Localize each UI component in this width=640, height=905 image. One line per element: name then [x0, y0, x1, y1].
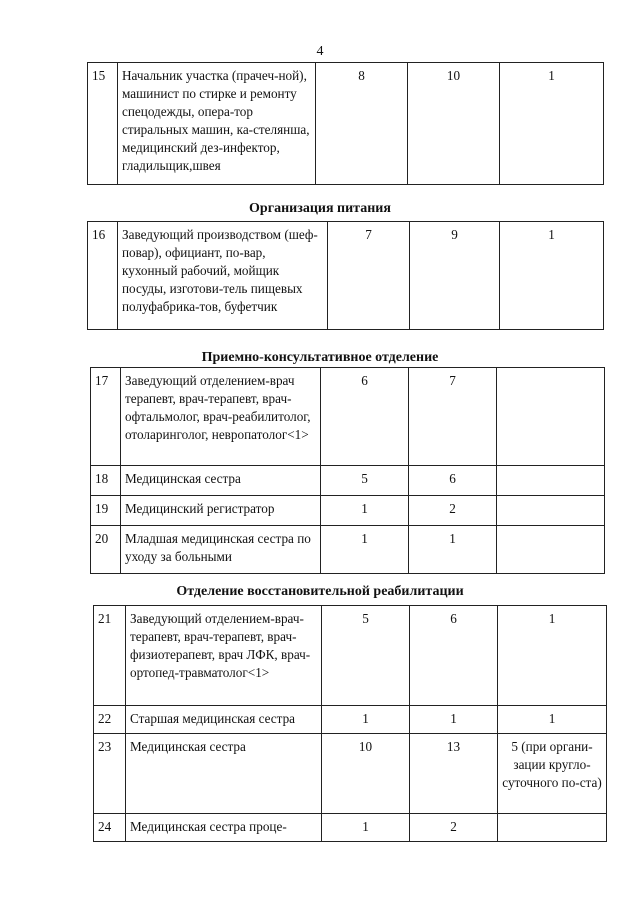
value-col-3: 5 (при органи-зации кругло-суточного по-ста)	[498, 734, 607, 814]
value-col-2: 10	[408, 63, 500, 185]
table-row	[88, 63, 604, 185]
staff-table-laundry	[87, 62, 604, 185]
staff-table-catering	[87, 221, 604, 330]
value-col-1: 7	[328, 222, 410, 330]
position-name: Медицинская сестра	[121, 466, 321, 496]
value-col-1: 8	[316, 63, 408, 185]
section-heading-reception: Приемно-консультативное отделение	[201, 350, 439, 365]
value-col-2: 1	[409, 526, 497, 574]
position-name: Старшая медицинская сестра	[126, 706, 322, 734]
row-number: 23	[94, 734, 126, 814]
section-heading-catering: Организация питания	[249, 201, 391, 216]
position-name: Младшая медицинская сестра по уходу за больными	[121, 526, 321, 574]
value-col-2: 1	[410, 706, 498, 734]
row-number: 22	[94, 706, 126, 734]
value-col-3: 1	[498, 606, 607, 706]
staff-table-reception	[90, 367, 605, 574]
value-col-3	[497, 496, 605, 526]
position-name: Начальник участка (прачеч-ной), машинист по стирке и ремонту спецодежды, опера-тор стиральных машин, ка-стелянша, медицинский дез-инфектор, гладильщик,швея	[118, 63, 316, 185]
value-col-1: 1	[321, 496, 409, 526]
staff-table-rehabilitation	[93, 605, 607, 842]
row-number: 21	[94, 606, 126, 706]
position-name: Заведующий отделением-врач терапевт, врач-терапевт, врач-офтальмолог, врач-реабилитолог, отоларинголог, невропатолог<1>	[121, 368, 321, 466]
value-col-2: 9	[410, 222, 500, 330]
row-number: 18	[91, 466, 121, 496]
position-name: Медицинский регистратор	[121, 496, 321, 526]
row-number: 17	[91, 368, 121, 466]
value-col-1: 1	[322, 814, 410, 842]
value-col-2: 2	[409, 496, 497, 526]
row-number: 20	[91, 526, 121, 574]
row-number: 19	[91, 496, 121, 526]
value-col-1: 10	[322, 734, 410, 814]
position-name: Заведующий производством (шеф-повар), официант, по-вар, кухонный рабочий, мойщик посуды, изготови-тель пищевых полуфабрика-тов, буфетчик	[118, 222, 328, 330]
value-col-3	[497, 368, 605, 466]
value-col-1: 6	[321, 368, 409, 466]
value-col-3	[497, 526, 605, 574]
row-number: 16	[88, 222, 118, 330]
value-col-1: 5	[322, 606, 410, 706]
value-col-1: 1	[321, 526, 409, 574]
value-col-2: 6	[410, 606, 498, 706]
table-row	[91, 526, 605, 574]
table-row	[94, 606, 607, 706]
page-number: 4	[316, 44, 324, 59]
value-col-1: 1	[322, 706, 410, 734]
value-col-2: 6	[409, 466, 497, 496]
value-col-3: 1	[500, 222, 604, 330]
table-row	[91, 496, 605, 526]
value-col-3	[497, 466, 605, 496]
table-row	[91, 368, 605, 466]
value-col-1: 5	[321, 466, 409, 496]
row-number: 15	[88, 63, 118, 185]
section-heading-rehabilitation: Отделение восстановительной реабилитации	[176, 584, 464, 599]
table-row	[94, 734, 607, 814]
value-col-3: 1	[498, 706, 607, 734]
table-row	[94, 814, 607, 842]
position-name: Заведующий отделением-врач-терапевт, врач-терапевт, врач-физиотерапевт, врач ЛФК, врач-ортопед-травматолог<1>	[126, 606, 322, 706]
row-number: 24	[94, 814, 126, 842]
value-col-2: 2	[410, 814, 498, 842]
table-row	[91, 466, 605, 496]
value-col-3	[498, 814, 607, 842]
value-col-2: 13	[410, 734, 498, 814]
value-col-3: 1	[500, 63, 604, 185]
table-row	[88, 222, 604, 330]
position-name: Медицинская сестра	[126, 734, 322, 814]
value-col-2: 7	[409, 368, 497, 466]
table-row	[94, 706, 607, 734]
position-name: Медицинская сестра проце-	[126, 814, 322, 842]
